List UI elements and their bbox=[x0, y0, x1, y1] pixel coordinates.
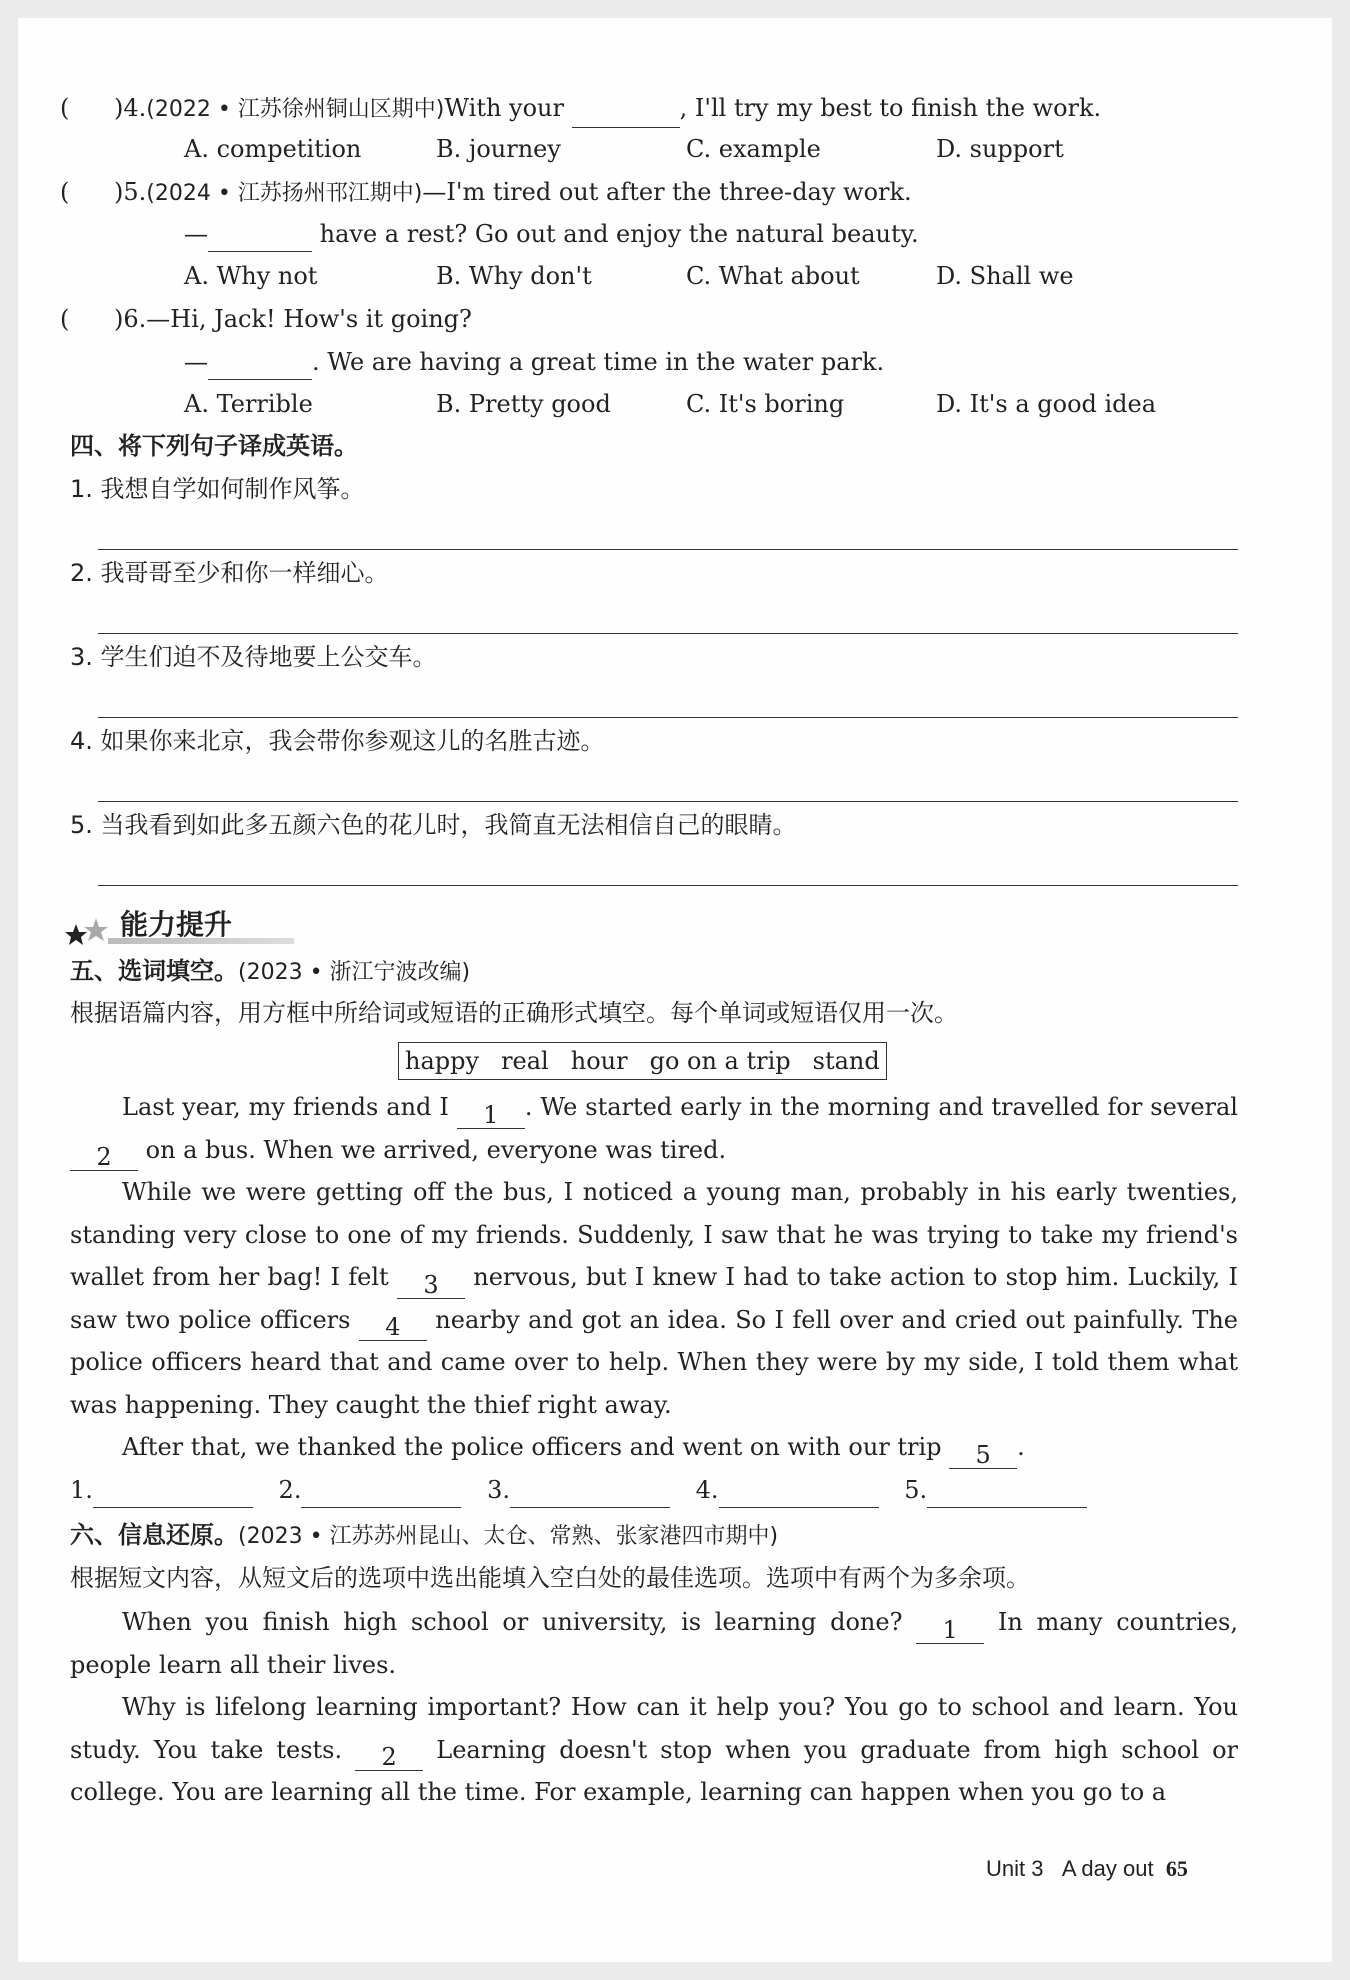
ability-banner bbox=[62, 904, 294, 948]
fill-blank[interactable] bbox=[208, 349, 312, 380]
option-d: D. Shall we bbox=[936, 262, 1074, 290]
passage-blank-3[interactable]: 3 bbox=[397, 1268, 465, 1299]
footer-unit: Unit 3 bbox=[986, 1856, 1044, 1881]
option-b: B. Why don't bbox=[436, 262, 592, 290]
question-stem: , I'll try my best to finish the work. bbox=[679, 94, 1102, 122]
section-5-header bbox=[70, 953, 470, 992]
question-6-line2: — . We are having a great time in the water park. bbox=[184, 344, 884, 380]
answer-paren: ( bbox=[60, 94, 70, 122]
answer-line[interactable] bbox=[98, 633, 1238, 634]
option-a: A. Terrible bbox=[184, 390, 313, 418]
passage-blank-2[interactable]: 2 bbox=[355, 1740, 423, 1771]
answer-blank-4[interactable] bbox=[719, 1477, 879, 1508]
option-c: C. example bbox=[686, 135, 821, 163]
question-number: )5. bbox=[114, 178, 147, 206]
section-6-header bbox=[70, 1517, 778, 1556]
workbook-page bbox=[18, 18, 1332, 1962]
answer-blank-3[interactable] bbox=[510, 1477, 670, 1508]
answer-blank-1[interactable] bbox=[93, 1477, 253, 1508]
question-number: )6. bbox=[114, 305, 147, 333]
section-6-instruction: 根据短文内容，从短文后的选项中选出能填入空白处的最佳选项。选项中有两个为多余项。 bbox=[70, 1564, 1030, 1592]
option-d: D. support bbox=[936, 135, 1064, 163]
answer-paren: ( bbox=[60, 305, 70, 333]
fill-blank[interactable] bbox=[208, 221, 312, 252]
passage-5-para-3: After that, we thanked the police officers and went on with our trip 5 . bbox=[122, 1433, 1025, 1469]
answer-paren: ( bbox=[60, 178, 70, 206]
question-5 bbox=[114, 174, 912, 212]
answer-line[interactable] bbox=[98, 717, 1238, 718]
answer-row: 1. 2. 3. 4. 5. bbox=[70, 1472, 1190, 1508]
section-5-title: 五、选词填空。 bbox=[70, 957, 238, 985]
page-number: 65 bbox=[1165, 1856, 1188, 1881]
question-stem: —I'm tired out after the three-day work. bbox=[422, 178, 912, 206]
option-d: D. It's a good idea bbox=[936, 390, 1157, 418]
page-footer bbox=[986, 1856, 1188, 1882]
word-box-item: real bbox=[501, 1047, 549, 1075]
section-5-instruction: 根据语篇内容，用方框中所给词或短语的正确形式填空。每个单词或短语仅用一次。 bbox=[70, 999, 958, 1027]
question-5-line2: — have a rest? Go out and enjoy the natural beauty. bbox=[184, 216, 919, 252]
section-6-title: 六、信息还原。 bbox=[70, 1521, 238, 1549]
section-5-source: (2023 • 浙江宁波改编) bbox=[238, 960, 471, 985]
section-6-source: (2023 • 江苏苏州昆山、太仓、常熟、张家港四市期中) bbox=[238, 1524, 779, 1549]
passage-blank-1[interactable]: 1 bbox=[457, 1098, 525, 1129]
footer-title: A day out bbox=[1061, 1856, 1154, 1881]
word-box-item: happy bbox=[405, 1047, 480, 1075]
question-4 bbox=[114, 90, 1101, 128]
question-stem: —Hi, Jack! How's it going? bbox=[146, 305, 472, 333]
translation-item-1: 1. 我想自学如何制作风筝。 bbox=[70, 475, 365, 503]
word-box bbox=[398, 1042, 887, 1080]
translation-item-5: 5. 当我看到如此多五颜六色的花儿时，我简直无法相信自己的眼睛。 bbox=[70, 811, 797, 839]
option-c: C. It's boring bbox=[686, 390, 845, 418]
option-b: B. journey bbox=[436, 135, 561, 163]
question-source: (2024 • 江苏扬州邗江期中) bbox=[146, 181, 423, 206]
answer-line[interactable] bbox=[98, 549, 1238, 550]
translation-item-2: 2. 我哥哥至少和你一样细心。 bbox=[70, 559, 389, 587]
question-6 bbox=[114, 301, 472, 337]
banner-title: 能力提升 bbox=[120, 908, 233, 941]
answer-line[interactable] bbox=[98, 885, 1238, 886]
section-4-title: 四、将下列句子译成英语。 bbox=[70, 432, 358, 460]
passage-blank-2[interactable]: 2 bbox=[70, 1140, 138, 1171]
question-number: )4. bbox=[114, 94, 147, 122]
option-b: B. Pretty good bbox=[436, 390, 611, 418]
passage-blank-1[interactable]: 1 bbox=[916, 1613, 984, 1644]
option-a: A. Why not bbox=[184, 262, 318, 290]
passage-6-para-2: Why is lifelong learning important? How can it help you? You go to school and learn. You study. You take tests. 2 Learning doesn't stop when you graduate from high school or college. You are learning all the time. For example, learning can happen when you go to a bbox=[70, 1693, 1239, 1806]
fill-blank[interactable] bbox=[572, 97, 680, 128]
passage-blank-5[interactable]: 5 bbox=[949, 1438, 1017, 1469]
passage-blank-4[interactable]: 4 bbox=[359, 1310, 427, 1341]
word-box-item: hour bbox=[570, 1047, 628, 1075]
passage-6-para-1: When you finish high school or university, is learning done? 1 In many countries, people learn all their lives. bbox=[70, 1608, 1238, 1679]
translation-item-4: 4. 如果你来北京，我会带你参观这儿的名胜古迹。 bbox=[70, 727, 605, 755]
option-a: A. competition bbox=[184, 135, 362, 163]
translation-item-3: 3. 学生们迫不及待地要上公交车。 bbox=[70, 643, 437, 671]
answer-line[interactable] bbox=[98, 801, 1238, 802]
question-stem: With your bbox=[444, 94, 564, 122]
option-c: C. What about bbox=[686, 262, 860, 290]
question-source: (2022 • 江苏徐州铜山区期中) bbox=[146, 97, 445, 122]
word-box-item: stand bbox=[812, 1047, 880, 1075]
passage-5-para-2: While we were getting off the bus, I noticed a young man, probably in his early twenties, standing very close to one of my friends. Suddenly, I saw that he was trying to take my friend's wallet from her bag! I felt 3 nervous, but I knew I had to take action to stop him. Luckily, I saw two police officers 4 nearby and got an idea. So I fell over and cried out painfully. The police officers heard that and came over to help. When they were by my side, I told them what was happening. They caught the thief right away. bbox=[70, 1178, 1239, 1419]
answer-blank-5[interactable] bbox=[927, 1477, 1087, 1508]
answer-blank-2[interactable] bbox=[301, 1477, 461, 1508]
passage-5-para-1: Last year, my friends and I 1 . We started early in the morning and travelled for several 2 on a bus. When we arrived, everyone was tired. bbox=[70, 1086, 1238, 1171]
word-box-item: go on a trip bbox=[649, 1047, 791, 1075]
